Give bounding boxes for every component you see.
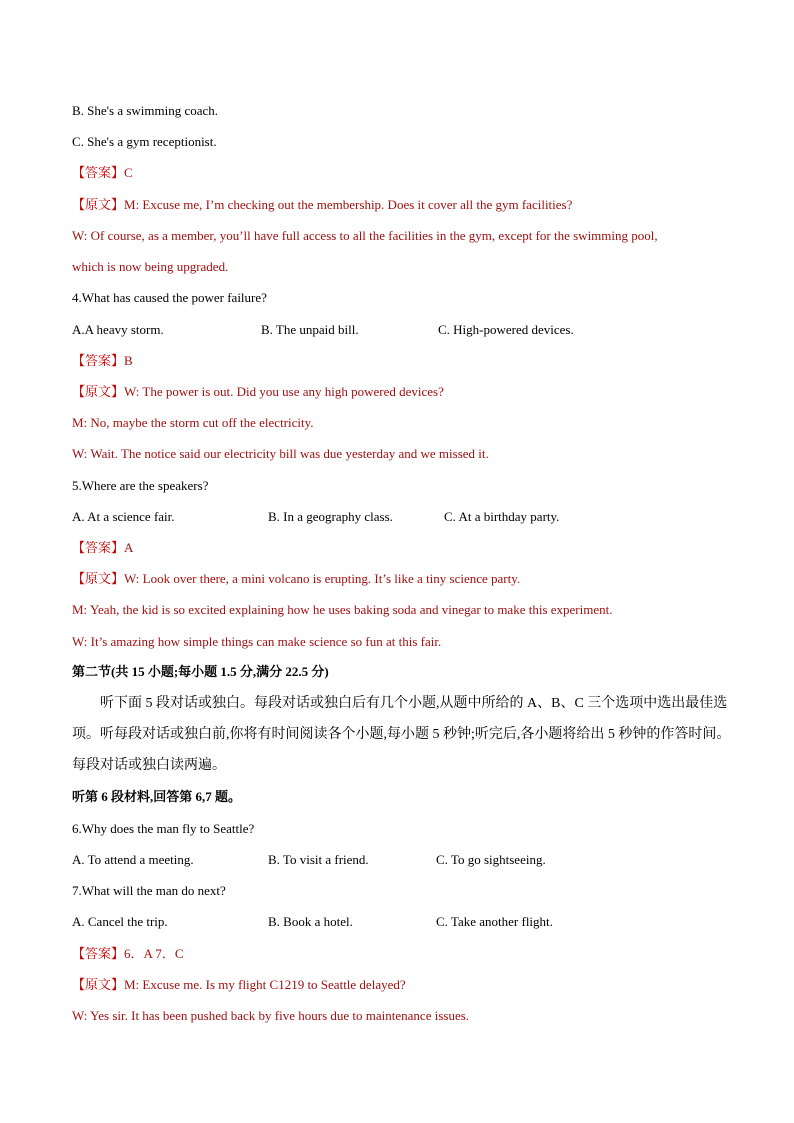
q7-option-a: A. Cancel the trip. <box>72 914 168 929</box>
answer-value: A <box>124 540 134 555</box>
q6-option-c: C. To go sightseeing. <box>436 852 546 867</box>
answer-tag: 【答案】 <box>72 165 125 180</box>
transcript-text: W: The power is out. Did you use any high powered devices? <box>124 384 444 399</box>
material6-heading: 听第 6 段材料,回答第 6,7 题。 <box>72 789 242 804</box>
q4-transcript-line-1 <box>72 384 444 400</box>
q6-option-b: B. To visit a friend. <box>268 852 369 867</box>
q7-options <box>72 914 732 930</box>
q6-7-answer <box>72 946 184 962</box>
q3-answer <box>72 165 133 181</box>
q3-transcript-line-3: which is now being upgraded. <box>72 259 229 274</box>
transcript-tag: 【原文】 <box>72 977 125 992</box>
q5-transcript-line-3: W: It’s amazing how simple things can make science so fun at this fair. <box>72 634 442 649</box>
q7-question: 7.What will the man do next? <box>72 883 226 898</box>
q7-option-c: C. Take another flight. <box>436 914 553 929</box>
transcript-tag: 【原文】 <box>72 384 125 399</box>
q3-transcript-line-1 <box>72 197 572 213</box>
q4-option-c: C. High-powered devices. <box>438 322 574 337</box>
q5-transcript-line-1 <box>72 571 520 587</box>
q6-options <box>72 852 732 868</box>
q5-options <box>72 509 732 525</box>
transcript-text: M: Excuse me. Is my flight C1219 to Seattle delayed? <box>124 977 406 992</box>
transcript-text: M: Excuse me, I’m checking out the membership. Does it cover all the gym facilities? <box>124 197 573 212</box>
q3-option-c: C. She's a gym receptionist. <box>72 134 217 149</box>
answer-value: B <box>124 353 133 368</box>
q6-question: 6.Why does the man fly to Seattle? <box>72 821 255 836</box>
q6-option-a: A. To attend a meeting. <box>72 852 194 867</box>
section2-heading: 第二节(共 15 小题;每小题 1.5 分,满分 22.5 分) <box>72 664 329 679</box>
q5-option-b: B. In a geography class. <box>268 509 393 524</box>
q5-option-c: C. At a birthday party. <box>444 509 560 524</box>
q4-answer <box>72 353 133 369</box>
answer-tag: 【答案】 <box>72 946 125 961</box>
q4-question: 4.What has caused the power failure? <box>72 290 267 305</box>
q5-question: 5.Where are the speakers? <box>72 478 209 493</box>
answer-tag: 【答案】 <box>72 353 125 368</box>
transcript-tag: 【原文】 <box>72 571 125 586</box>
q7-option-b: B. Book a hotel. <box>268 914 353 929</box>
q4-transcript-line-2: M: No, maybe the storm cut off the electricity. <box>72 415 314 430</box>
q4-option-a: A.A heavy storm. <box>72 322 164 337</box>
transcript-text: W: Look over there, a mini volcano is erupting. It’s like a tiny science party. <box>124 571 521 586</box>
q6-7-transcript-line-2: W: Yes sir. It has been pushed back by five hours due to maintenance issues. <box>72 1008 470 1023</box>
q5-answer <box>72 540 133 556</box>
q4-options <box>72 322 732 338</box>
q4-option-b: B. The unpaid bill. <box>261 322 359 337</box>
answer-tag: 【答案】 <box>72 540 125 555</box>
answer-value: C <box>124 165 133 180</box>
q3-transcript-line-2: W: Of course, as a member, you’ll have full access to all the facilities in the gym, except for the swimming pool, <box>72 228 658 243</box>
answer-value: 6．A 7．C <box>124 946 184 961</box>
q5-transcript-line-2: M: Yeah, the kid is so excited explaining how he uses baking soda and vinegar to make this experiment. <box>72 602 613 617</box>
section2-instructions: 听下面 5 段对话或独白。每段对话或独白后有几个小题,从题中所给的 A、B、C 三个选项中选出最佳选项。听每段对话或独白前,你将有时间阅读各个小题,每小题 5 秒钟;听完后,各小题将给出 5 秒钟的作答时间。每段对话或独白读两遍。 <box>72 696 731 773</box>
q3-option-b: B. She's a swimming coach. <box>72 103 219 118</box>
q6-7-transcript-line-1 <box>72 977 406 993</box>
q5-option-a: A. At a science fair. <box>72 509 175 524</box>
transcript-tag: 【原文】 <box>72 197 125 212</box>
q4-transcript-line-3: W: Wait. The notice said our electricity bill was due yesterday and we missed it. <box>72 446 489 461</box>
